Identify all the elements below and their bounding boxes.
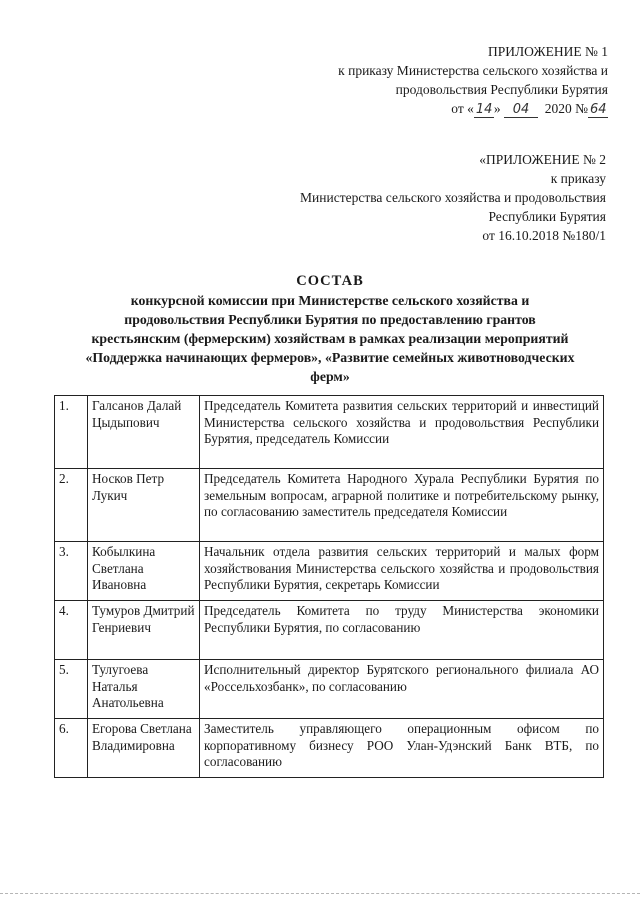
member-role: Председатель Комитета Народного Хурала Республики Бурятия по земельным вопросам, аграрной политике и потребительскому рынку, по согласованию заместитель председателя Комиссии [200, 469, 604, 542]
member-name: Кобылкина Светлана Ивановна [88, 542, 200, 601]
member-name: Носков Петр Лукич [88, 469, 200, 542]
member-name: Тумуров Дмитрий Генриевич [88, 601, 200, 660]
appendix-2-date-line: от 16.10.2018 №180/1 [482, 228, 606, 243]
title-line-4: «Поддержка начинающих фермеров», «Развитие семейных животноводческих [85, 350, 575, 365]
date-from-label: от « [451, 101, 474, 116]
appendix-1-order-line: к приказу Министерства сельского хозяйства и [338, 63, 608, 78]
member-name: Тулугоева Наталья Анатольевна [88, 660, 200, 719]
member-number: 5. [55, 660, 88, 719]
member-name: Галсанов Далай Цыдыпович [88, 396, 200, 469]
member-role: Заместитель управляющего операционным офисом по корпоративному бизнесу РОО Улан-Удэнский Банк ВТБ, по согласованию [200, 719, 604, 778]
member-number: 3. [55, 542, 88, 601]
appendix-1-header [338, 42, 608, 118]
appendix-2-order-label: к приказу [550, 171, 606, 186]
date-year-label: 2020 № [544, 101, 588, 116]
member-number: 6. [55, 719, 88, 778]
table-row [55, 601, 604, 660]
table-row [55, 396, 604, 469]
appendix-2-title: «ПРИЛОЖЕНИЕ № 2 [479, 152, 606, 167]
appendix-1-title: ПРИЛОЖЕНИЕ № 1 [487, 44, 608, 59]
commission-members-table [54, 395, 604, 778]
table-row [55, 469, 604, 542]
scan-edge-line [0, 893, 640, 894]
appendix-1-ministry-line: продовольствия Республики Бурятия [395, 82, 608, 97]
handwritten-order-number: 64 [590, 102, 607, 117]
title-line-5: ферм» [310, 369, 350, 384]
date-mid-quote: » [493, 101, 501, 116]
document-title [50, 272, 610, 386]
handwritten-month: 04 [504, 103, 538, 118]
appendix-2-header [300, 150, 606, 245]
handwritten-day: 14 [475, 102, 493, 117]
table-row [55, 719, 604, 778]
member-role: Председатель Комитета развития сельских территорий и инвестиций Министерства сельского хозяйства и продовольствия Республики Бурятия, председатель Комиссии [200, 396, 604, 469]
member-number: 4. [55, 601, 88, 660]
member-number: 1. [55, 396, 88, 469]
appendix-2-ministry-line: Министерства сельского хозяйства и продовольствия [300, 190, 606, 205]
member-role: Исполнительный директор Бурятского регионального филиала АО «Россельхозбанк», по согласованию [200, 660, 604, 719]
title-line-3: крестьянским (фермерским) хозяйствам в рамках реализации мероприятий [91, 331, 569, 346]
title-line-2: продовольствия Республики Бурятия по предоставлению грантов [124, 312, 536, 327]
member-role: Начальник отдела развития сельских территорий и малых форм хозяйствования Министерства сельского хозяйства и продовольствия Республики Бурятия, секретарь Комиссии [200, 542, 604, 601]
member-role: Председатель Комитета по труду Министерства экономики Республики Бурятия, по согласованию [200, 601, 604, 660]
appendix-1-date-line [338, 99, 608, 118]
title-line-1: конкурсной комиссии при Министерстве сельского хозяйства и [130, 293, 530, 308]
appendix-2-republic-line: Республики Бурятия [488, 209, 606, 224]
table-row [55, 542, 604, 601]
title-main: СОСТАВ [296, 273, 364, 289]
member-number: 2. [55, 469, 88, 542]
member-name: Егорова Светлана Владимировна [88, 719, 200, 778]
table-row [55, 660, 604, 719]
